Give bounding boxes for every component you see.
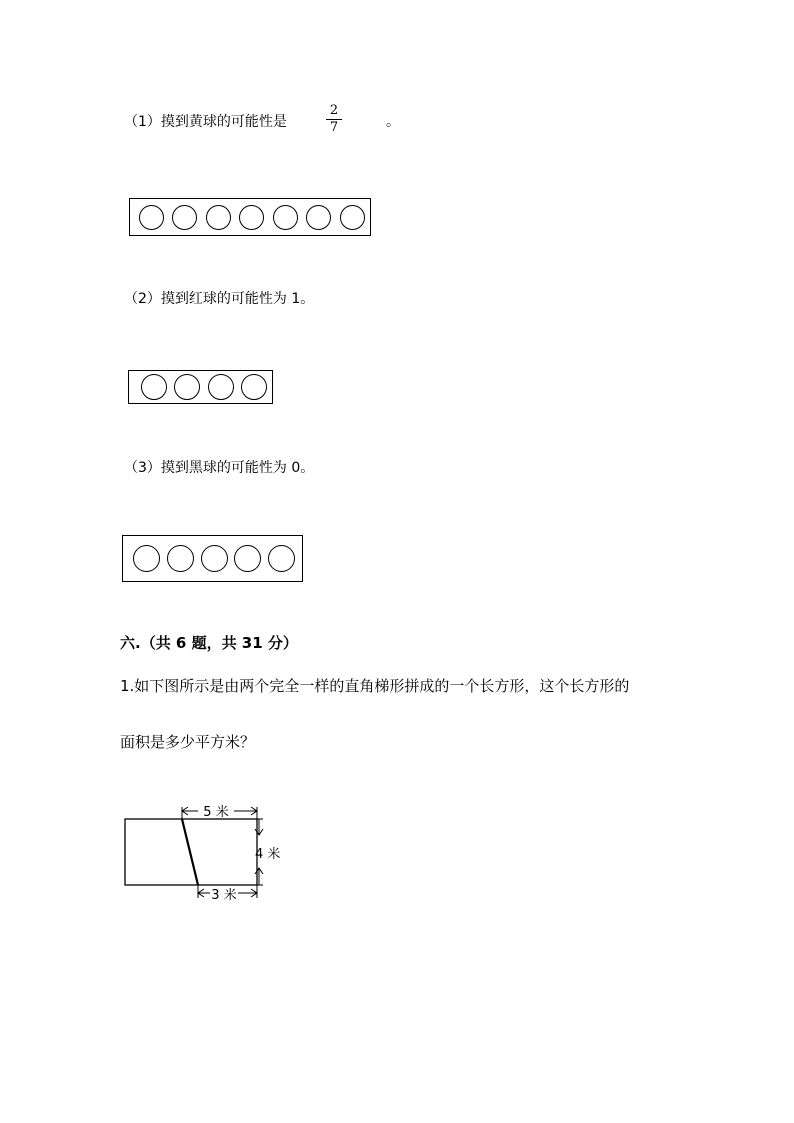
fraction-answer: [326, 104, 342, 135]
ball-circle: [208, 374, 234, 400]
trapezoid-rectangle-figure: [110, 795, 310, 910]
ball-circle: [234, 545, 261, 572]
ball-box-2: [128, 370, 273, 404]
ball-circle: [239, 205, 264, 230]
fraction-numerator: 2: [329, 103, 339, 118]
top-dimension-label: 5 米: [203, 805, 229, 820]
ball-circle: [306, 205, 331, 230]
right-dimension-label: 4 米: [255, 847, 281, 862]
ball-circle: [172, 205, 197, 230]
question-1-period: 。: [386, 114, 400, 130]
divider-line: [182, 819, 198, 885]
ball-circle: [141, 374, 167, 400]
question-3-text: （3）摸到黑球的可能性为 0。: [124, 460, 315, 476]
ball-circle: [268, 545, 295, 572]
fraction-denominator: 7: [329, 120, 339, 135]
ball-circle: [139, 205, 164, 230]
ball-circle: [174, 374, 200, 400]
ball-box-3: [122, 535, 303, 582]
ball-box-1: [129, 198, 371, 236]
ball-circle: [167, 545, 194, 572]
question-2-text: （2）摸到红球的可能性为 1。: [124, 291, 315, 307]
problem-1-line-2: 面积是多少平方米？: [120, 733, 256, 751]
ball-circle: [241, 374, 267, 400]
ball-circle: [273, 205, 298, 230]
section-title: 六.（共 6 题，共 31 分）: [120, 634, 298, 652]
problem-1-line-1: 1.如下图所示是由两个完全一样的直角梯形拼成的一个长方形，这个长方形的: [120, 677, 630, 695]
bottom-dimension-label: 3 米: [211, 888, 237, 903]
ball-circle: [133, 545, 160, 572]
question-1-text: （1）摸到黄球的可能性是: [124, 114, 287, 130]
ball-circle: [340, 205, 365, 230]
ball-circle: [201, 545, 228, 572]
ball-circle: [206, 205, 231, 230]
